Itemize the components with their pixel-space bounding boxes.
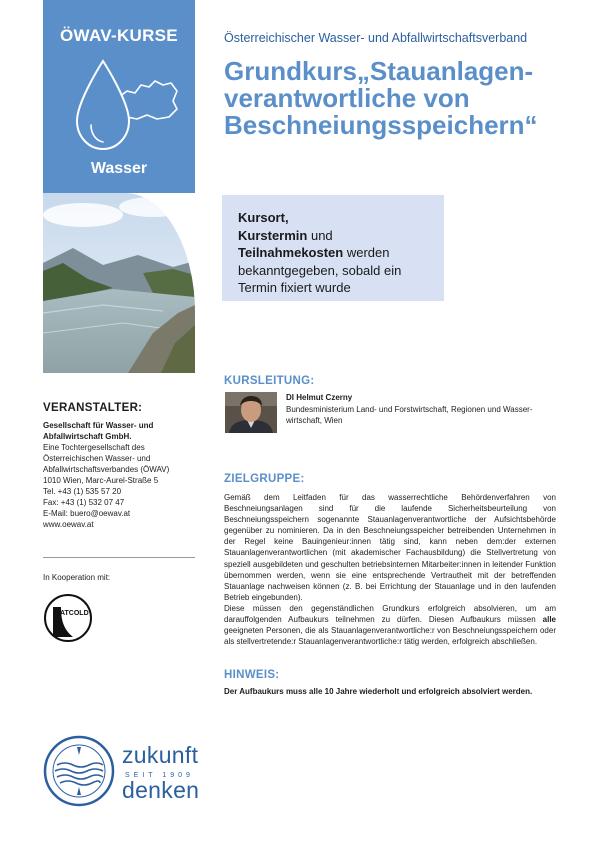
- course-title-line: Grundkurs„Stauanlagen-: [224, 56, 534, 86]
- lecturer-photo: [225, 392, 277, 433]
- organizer-address: 1010 Wien, Marc-Aurel-Straße 5: [43, 476, 159, 485]
- hinweis-heading: HINWEIS:: [224, 669, 280, 681]
- divider: [43, 557, 195, 558]
- info-box: [222, 195, 444, 301]
- course-title: [224, 58, 584, 139]
- kursleitung-heading: KURSLEITUNG:: [224, 375, 315, 387]
- organizer-name: Abfallwirtschaft GmbH.: [43, 432, 132, 441]
- oewav-logo: [43, 735, 115, 807]
- lecturer-name: DI Helmut Czerny: [286, 393, 353, 402]
- veranstalter-heading: VERANSTALTER:: [43, 402, 143, 414]
- zielgruppe-text-part: Diese müssen den gegenständlichen Grundkurs erfolgreich absolvieren, um am darauffolgenden Aufbaukurs teilnehmen zu dürfen. Diesen Aufbaukurs müssen: [224, 603, 556, 625]
- organizer-phone: Tel. +43 (1) 535 57 20: [43, 487, 122, 496]
- organizer-line: Abfallwirtschaftsverbandes (ÖWAV): [43, 465, 170, 474]
- atcold-logo-text: ATCOLD: [60, 610, 89, 617]
- info-rest2: bekanntgegeben, sobald ein: [238, 262, 402, 278]
- course-title-line: Beschneiungsspeichern“: [224, 110, 538, 140]
- slogan-word-denken: denken: [122, 777, 200, 803]
- slogan-word-zukunft: zukunft: [122, 742, 199, 768]
- organizer-line: Österreichischen Wasser- und: [43, 454, 151, 463]
- veranstalter-details: [43, 420, 198, 530]
- slogan-since: SEIT 1909: [125, 772, 194, 779]
- info-kursort: Kursort,: [238, 210, 289, 225]
- lecturer-affiliation: [286, 404, 571, 426]
- info-und: und: [307, 227, 333, 243]
- lecturer-affiliation-line: wirtschaft, Wien: [286, 416, 343, 425]
- series-title: ÖWAV-KURSE: [60, 26, 178, 45]
- info-kurstermin: Kurstermin: [238, 227, 308, 243]
- organizer-fax: Fax: +43 (1) 532 07 47: [43, 498, 125, 507]
- organizer-website[interactable]: www.oewav.at: [43, 520, 94, 529]
- zielgruppe-heading: ZIELGRUPPE:: [224, 473, 305, 485]
- zielgruppe-paragraph: [224, 603, 556, 647]
- organizer-line: Eine Tochtergesellschaft des: [43, 443, 145, 452]
- organization-name: Österreichischer Wasser- und Abfallwirtschaftsverband: [224, 31, 528, 45]
- zielgruppe-emphasis: alle: [542, 615, 556, 625]
- zielgruppe-text: [224, 492, 556, 647]
- zielgruppe-text-part: geeigneten Personen, die als Stauanlagenverantwortliche:r von Beschneiungsspeichern oder als stellvertretende:r Stauanlagenverantwortliche:r tätig werden, erfolgreich abschließen.: [224, 626, 556, 647]
- organizer-name: Gesellschaft für Wasser- und: [43, 421, 154, 430]
- atcold-logo: [43, 593, 93, 643]
- category-label: Wasser: [90, 160, 148, 177]
- landscape-photo: [43, 193, 195, 373]
- info-rest3: Termin fixiert wurde: [238, 280, 351, 295]
- water-drop-austria-icon: [61, 55, 181, 160]
- course-title-line: verantwortliche von: [224, 83, 470, 113]
- info-rest1: werden: [343, 245, 390, 260]
- lecturer-affiliation-line: Bundesministerium Land- und Forstwirtschaft, Regionen und Wasser-: [286, 405, 533, 414]
- info-teilnahmekosten: Teilnahmekosten: [238, 245, 344, 260]
- zielgruppe-paragraph: Gemäß dem Leitfaden für das wasserrechtliche Behördenverfahren von Beschneiungsanlagen sind für die laufende Sicherheitsbeurteilung von Beschneiungsspeichern sogenannte Stauanlagenverantwortliche der Aufsichtsbehörde gegenüber zu nominieren. Da in den Beschneiungsspeicher betreibenden Unternehmen in der Regel keine Bauingenieur:innen tätig sind, kann neben dem:der externen Stauanlagenverantwortlichen (mit akademischer Fachausbildung) die Stellvertretung von speziell ausgebildeten und geschulten betriebsinternen Mitarbeiter:innen in leitender Funktion übernommen werden, wenn sie eine entsprechende Vertrautheit mit der betreffenden Stauanlage nachweisen können (z. B. bei Errichtung der Stauanlage und in den laufenden Betrieb eingebunden).: [224, 493, 556, 602]
- cooperation-label: In Kooperation mit:: [43, 573, 111, 582]
- hinweis-text: Der Aufbaukurs muss alle 10 Jahre wiederholt und erfolgreich absolviert werden.: [224, 687, 533, 696]
- organizer-email[interactable]: E-Mail: buero@oewav.at: [43, 509, 131, 518]
- brand-block: [43, 0, 195, 193]
